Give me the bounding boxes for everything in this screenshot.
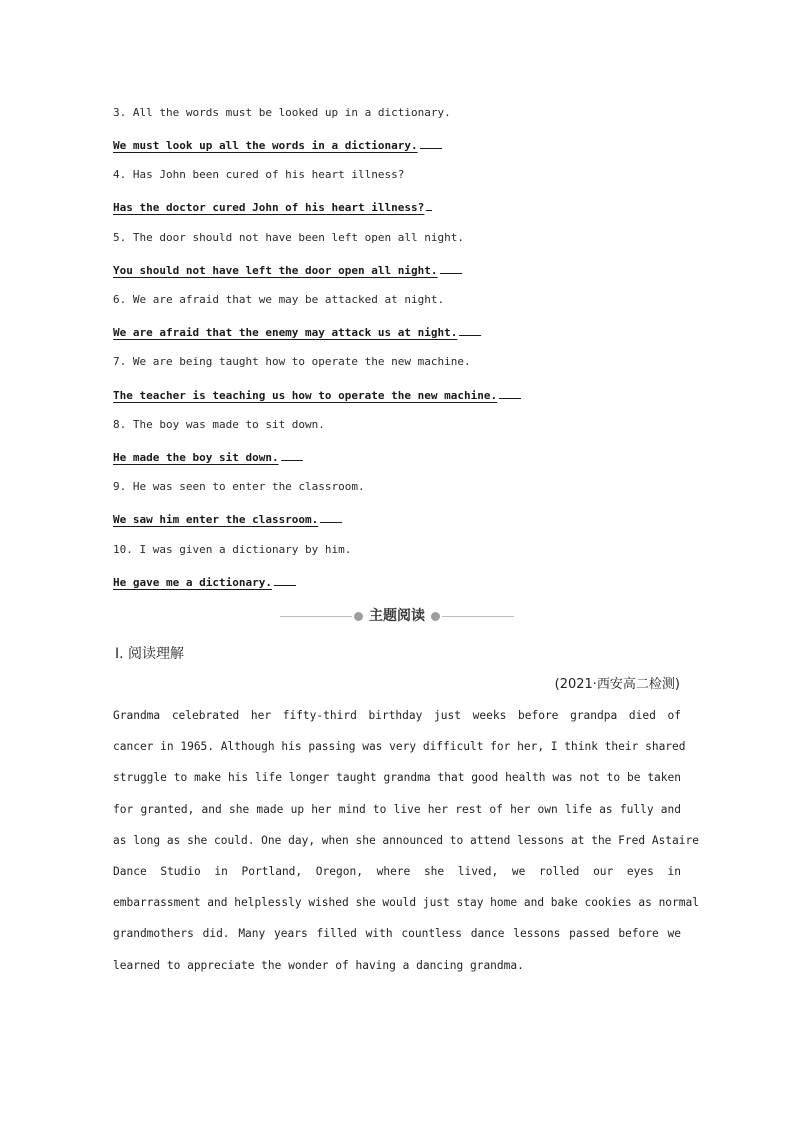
question-5: 5. The door should not have been left open all night. <box>113 231 464 244</box>
question-3: 3. All the words must be looked up in a dictionary. <box>113 106 451 119</box>
passage-line: as long as she could. One day, when she announced to attend lessons at the Fred Astaire <box>113 834 699 847</box>
answer-8: He made the boy sit down. <box>113 448 303 466</box>
passage-line: grandmothers did. Many years filled with countless dance lessons passed before we <box>113 927 681 940</box>
answer-9: We saw him enter the classroom. <box>113 510 342 528</box>
answer-4: Has the doctor cured John of his heart illness? <box>113 198 432 216</box>
answer-10: He gave me a dictionary. <box>113 573 296 591</box>
question-4: 4. Has John been cured of his heart illness? <box>113 168 405 181</box>
question-6: 6. We are afraid that we may be attacked at night. <box>113 293 445 306</box>
section-divider <box>280 606 514 626</box>
source-citation: (2021·西安高二检测) <box>554 677 680 692</box>
answer-7: The teacher is teaching us how to operate the new machine. <box>113 386 521 404</box>
section-title: 主题阅读 <box>369 608 425 624</box>
question-7: 7. We are being taught how to operate the new machine. <box>113 355 471 368</box>
reading-subhead: Ⅰ. 阅读理解 <box>115 646 185 662</box>
divider-dot-right <box>431 612 440 621</box>
answer-5: You should not have left the door open all night. <box>113 261 462 279</box>
divider-line-right <box>442 616 514 617</box>
passage-line: cancer in 1965. Although his passing was very difficult for her, I think their shared <box>113 740 686 753</box>
divider-dot-left <box>354 612 363 621</box>
divider-line-left <box>280 616 352 617</box>
question-8: 8. The boy was made to sit down. <box>113 418 325 431</box>
passage-line: for granted, and she made up her mind to live her rest of her own life as fully and <box>113 803 681 816</box>
answer-6: We are afraid that the enemy may attack us at night. <box>113 323 481 341</box>
passage-line: Dance Studio in Portland, Oregon, where she lived, we rolled our eyes in <box>113 865 681 878</box>
passage-line: embarrassment and helplessly wished she would just stay home and bake cookies as normal <box>113 896 699 909</box>
passage-line: Grandma celebrated her fifty-third birthday just weeks before grandpa died of <box>113 709 681 722</box>
question-9: 9. He was seen to enter the classroom. <box>113 480 365 493</box>
passage-line: struggle to make his life longer taught grandma that good health was not to be taken <box>113 771 681 784</box>
question-10: 10. I was given a dictionary by him. <box>113 543 352 556</box>
answer-3: We must look up all the words in a dictionary. <box>113 136 442 154</box>
passage-line: learned to appreciate the wonder of having a dancing grandma. <box>113 959 524 972</box>
